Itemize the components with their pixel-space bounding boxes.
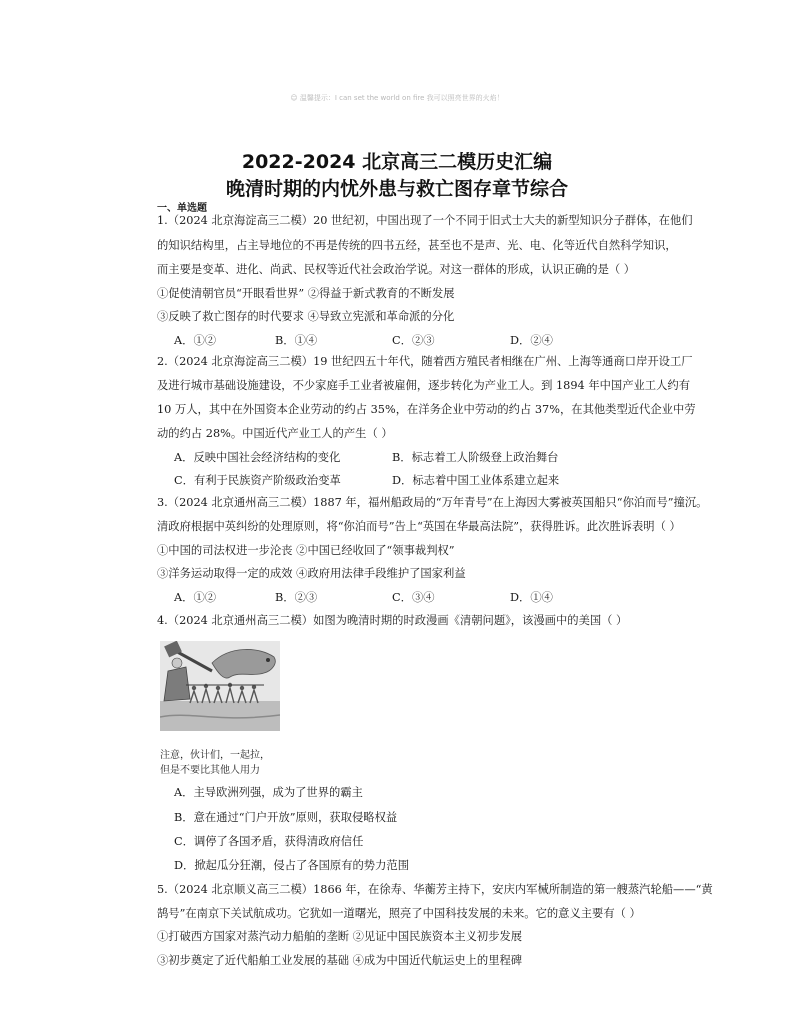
document-title-line1: 2022-2024 北京高三二模历史汇编 — [241, 151, 553, 173]
q3-option-a: A．①② — [174, 591, 217, 604]
q1-statement: ③反映了救亡图存的时代要求 ④导致立宪派和革命派的分化 — [157, 310, 455, 323]
q1-statement: ①促使清朝官员“开眼看世界” ②得益于新式教育的不断发展 — [157, 287, 455, 300]
q2-line: 10 万人，其中在外国资本企业劳动的约占 35%，在洋务企业中劳动的约占 37%，在其他类型近代企业中劳 — [157, 403, 696, 416]
q1-option-c: C．②③ — [392, 334, 435, 347]
q2-line: 2.（2024 北京海淀高三二模）19 世纪四五十年代，随着西方殖民者相继在广州、上海等通商口岸开设工厂 — [157, 355, 693, 368]
q3-line: 3.（2024 北京通州高三二模）1887 年，福州船政局的“万年青号”在上海因大雾被英国船只“你泊而号”撞沉。 — [157, 496, 708, 509]
q4-option-b: B．意在通过“门户开放”原则，获取侵略权益 — [174, 811, 398, 824]
document-title-line2: 晚清时期的内忧外患与救亡图存章节综合 — [225, 178, 568, 200]
q3-option-b: B．②③ — [275, 591, 318, 604]
q5-statement: ①打破西方国家对蒸汽动力船舶的垄断 ②见证中国民族资本主义初步发展 — [157, 930, 523, 943]
q3-option-d: D．①④ — [510, 591, 553, 604]
cartoon-caption-line2: 但是不要比其他人用力 — [160, 765, 260, 776]
cartoon-caption-line1: 注意，伙计们，一起拉， — [160, 750, 270, 761]
q4-line: 4.（2024 北京通州高三二模）如图为晚清时期的时政漫画《清朝问题》，该漫画中的美国（ ） — [157, 614, 628, 627]
q2-option-b: B．标志着工人阶级登上政治舞台 — [392, 451, 559, 464]
q3-statement: ①中国的司法权进一步沦丧 ②中国已经收回了“领事裁判权” — [157, 544, 455, 557]
q4-option-c: C．调停了各国矛盾，获得清政府信任 — [174, 835, 364, 848]
q2-option-a: A．反映中国社会经济结构的变化 — [174, 451, 341, 464]
q2-line: 及进行城市基础设施建设，不少家庭手工业者被雇佣，逐步转化为产业工人。到 1894 年中国产业工人约有 — [157, 379, 690, 392]
q1-option-d: D．②④ — [510, 334, 553, 347]
q5-line: 鹄号”在南京下关试航成功。它犹如一道曙光，照亮了中国科技发展的未来。它的意义主要有（ ） — [157, 907, 641, 920]
q5-statement: ③初步奠定了近代船舶工业发展的基础 ④成为中国近代航运史上的里程碑 — [157, 954, 523, 967]
q5-line: 5.（2024 北京顺义高三二模）1866 年，在徐寿、华蘅芳主持下，安庆内军械所制造的第一艘蒸汽轮船——“黄 — [157, 883, 713, 896]
q3-option-c: C．③④ — [392, 591, 435, 604]
q2-option-c: C．有利于民族资产阶级政治变革 — [174, 474, 341, 487]
q3-line: 清政府根据中英纠纷的处理原则，将“你泊而号”告上“英国在华最高法院”，获得胜诉。此次胜诉表明（ ） — [157, 520, 681, 533]
q2-option-d: D．标志着中国工业体系建立起来 — [392, 474, 560, 487]
political-cartoon-image — [160, 641, 280, 731]
watermark-text: ☺ 温馨提示：I can set the world on fire 我可以照亮世界的火焰！ — [290, 94, 504, 102]
q1-line: 的知识结构里，占主导地位的不再是传统的四书五经，甚至也不是声、光、电、化等近代自然科学知识， — [157, 239, 677, 252]
q1-option-b: B．①④ — [275, 334, 318, 347]
q3-statement: ③洋务运动取得一定的成效 ④政府用法律手段维护了国家利益 — [157, 567, 466, 580]
q1-option-a: A．①② — [174, 334, 217, 347]
q4-option-a: A．主导欧洲列强，成为了世界的霸主 — [174, 786, 363, 799]
section-heading: 一、单选题 — [157, 203, 207, 214]
q2-line: 动的约占 28%。中国近代产业工人的产生（ ） — [157, 427, 393, 440]
q1-line: 而主要是变革、进化、尚武、民权等近代社会政治学说。对这一群体的形成，认识正确的是（ ） — [157, 263, 636, 276]
q1-line: 1.（2024 北京海淀高三二模）20 世纪初，中国出现了一个不同于旧式士大夫的新型知识分子群体，在他们 — [157, 214, 693, 227]
q4-option-d: D．掀起瓜分狂潮，侵占了各国原有的势力范围 — [174, 859, 409, 872]
